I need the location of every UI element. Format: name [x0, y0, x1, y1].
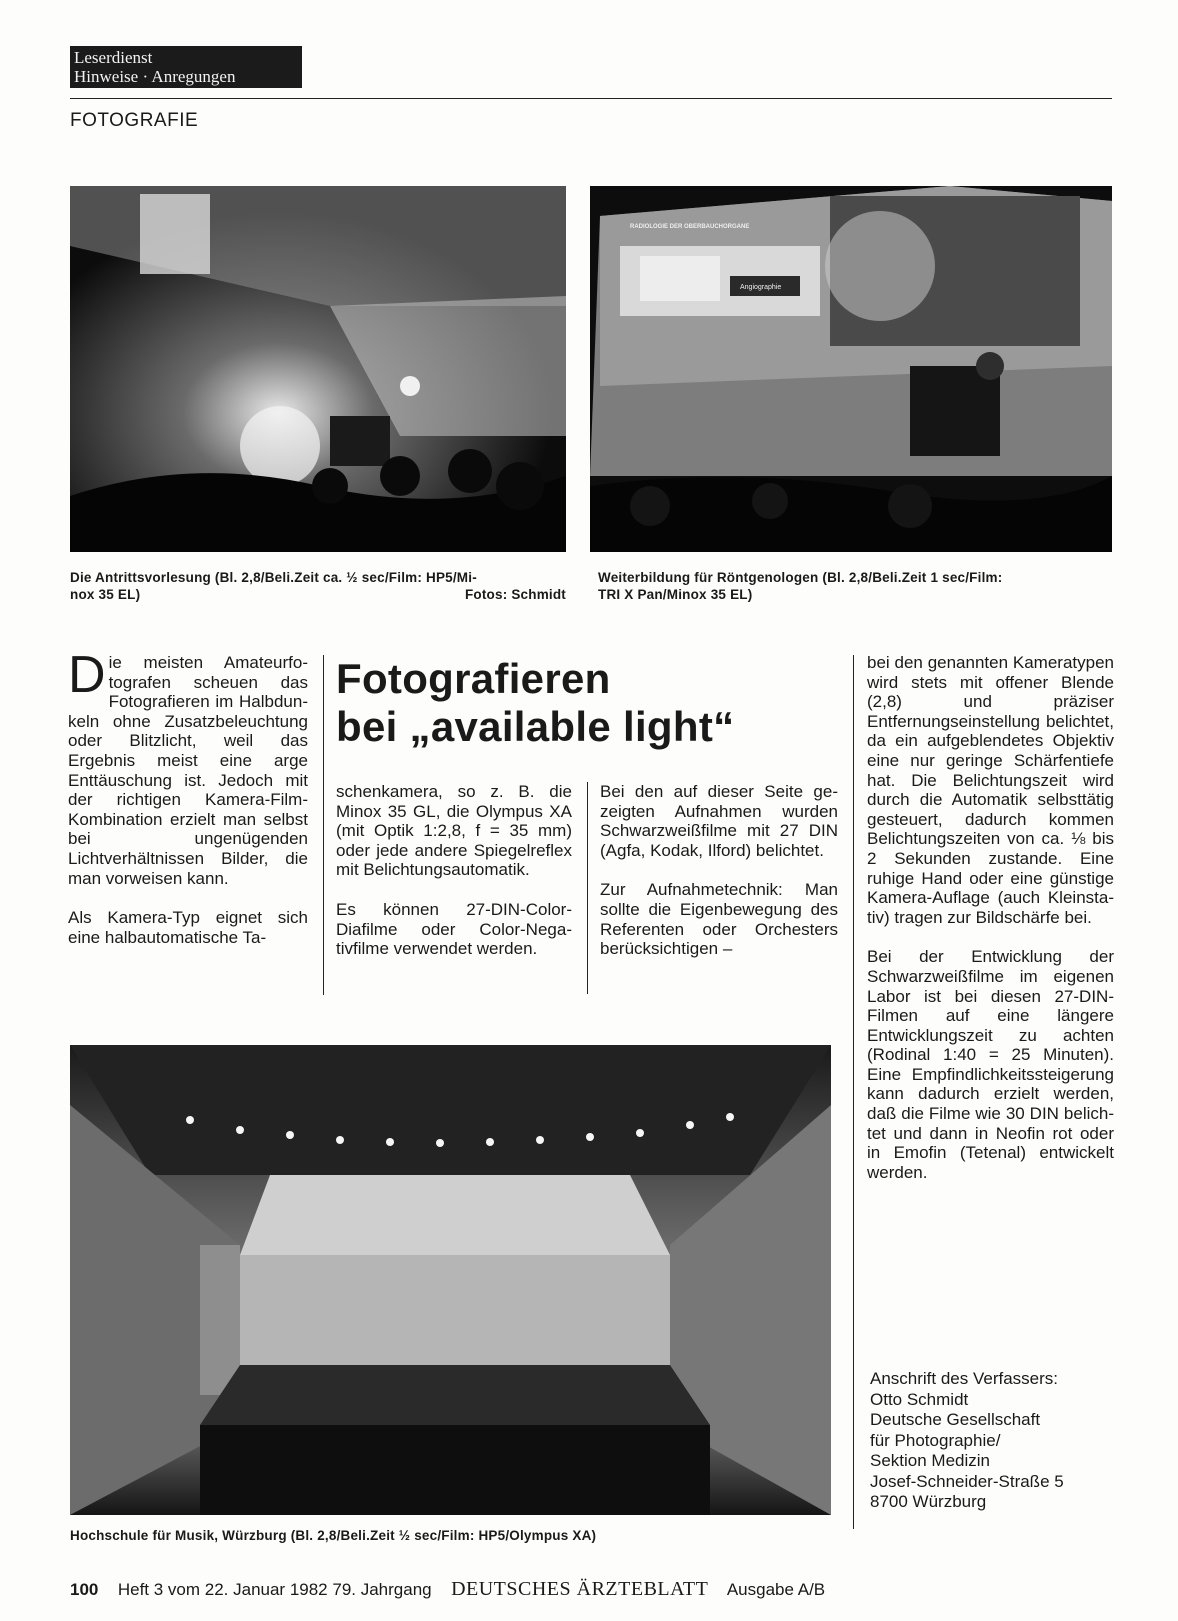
address-line: für Photographie/ [870, 1430, 1001, 1450]
issue-info: Heft 3 vom 22. Januar 1982 79. Jahrgang [117, 1580, 432, 1599]
photo-concert-hall [70, 1045, 831, 1515]
edition: Ausgabe A/B [726, 1580, 826, 1599]
journal-name: DEUTSCHES ÄRZTEBLATT [451, 1578, 709, 1600]
page-footer [70, 1578, 825, 1601]
column-4-paragraph-2: Bei der Entwicklung der Schwarzweißfilme im eigenen Labor ist bei diesen 27-DIN-Filmen auf eine längere Entwicklungszeit zu achten (Rodinal 1:40 = 25 Minuten). Eine Empfindlichkeitssteigerung kann dadurch erzielt werden, daß die Filme wie 30 DIN belichtet und dann in Neofin rot oder in Emofin (Tetenal) entwickelt werden. [867, 947, 1114, 1182]
address-line: Sektion Medizin [870, 1451, 991, 1470]
column-4-paragraph-1: bei den genannten Kameratypen wird stets mit offener Blende (2,8) und präziser Entfernungseinstellung belichtet, da ein aufgeblendetes Objektiv eine nur geringe Schärfentiefe hat. Die Belichtungszeit wird durch die Automatik selbsttätig gesteuert, dadurch kommen Belichtungszeiten von ca. ⅛ bis 2 Sekunden zustande. Eine ruhige Hand oder eine günstige Kamera-Auflage (auch Kleinstativ) tragen zur Bildschärfe bei. [867, 653, 1114, 927]
header-line-1: Leserdienst [74, 48, 153, 67]
column-header-box [70, 46, 302, 88]
caption-concert-hall: Hochschule für Musik, Würzburg (Bl. 2,8/Beli.Zeit ½ sec/Film: HP5/Olympus XA) [70, 1528, 597, 1543]
caption-lecture-line-1: Die Antrittsvorlesung (Bl. 2,8/Beli.Zeit ca. ½ sec/Film: HP5/Mi- [70, 570, 477, 585]
column-3-paragraph-1: Bei den auf dieser Seite gezeigten Aufnahmen wurden Schwarzweißfilme mit 27 DIN (Agfa, Kodak, Ilford) belichtet. [600, 782, 838, 860]
headline-line-1: Fotografieren [336, 655, 611, 702]
photo-radiology [590, 186, 1112, 552]
address-line: 8700 Würzburg [870, 1492, 987, 1511]
photo-lecture-image [70, 186, 566, 552]
article-column-1 [68, 646, 308, 967]
article-headline [336, 655, 734, 751]
column-3-paragraph-2: Zur Aufnahmetechnik: Man sollte die Eigenbewegung des Referenten oder Orchesters berücksichtigen – [600, 880, 838, 959]
column-2-paragraph-2: Es können 27-DIN-Color-Diafilme oder Color-Negativfilme verwendet werden. [336, 899, 572, 959]
column-divider-2 [587, 782, 588, 994]
headline-line-2: bei „available light“ [336, 703, 735, 750]
address-line: Anschrift des Verfassers: [870, 1369, 1059, 1388]
photo-radiology-image [590, 186, 1112, 552]
top-rule [70, 98, 1112, 99]
caption-radiology-line-2: TRI X Pan/Minox 35 EL) [598, 587, 753, 602]
photo-credit: Fotos: Schmidt [464, 587, 566, 602]
caption-lecture-line-2: nox 35 EL) [70, 587, 141, 602]
header-line-2: Hinweise · Anregungen [74, 67, 236, 86]
caption-radiology-line-1: Weiterbildung für Röntgenologen (Bl. 2,8/Beli.Zeit 1 sec/Film: [598, 570, 1003, 585]
slide-title: RADIOLOGIE DER OBERBAUCHORGANE [630, 224, 750, 230]
column-divider-3 [853, 655, 854, 1529]
column-2-paragraph-1: schenkamera, so z. B. die Minox 35 GL, die Olympus XA (mit Optik 1:2,8, f = 35 mm) oder jede andere Spiegelreflex mit Belichtungsautomatik. [336, 782, 572, 880]
author-address [870, 1369, 1064, 1513]
article-column-2 [336, 782, 572, 979]
address-line: Otto Schmidt [870, 1389, 969, 1409]
column-1-paragraph-2: Als Kamera-Typ eignet sich eine halbautomatische Ta- [68, 908, 308, 947]
column-1-paragraph-1: Die meisten Amateurfotografen scheuen das Fotografieren im Halbdunkeln ohne Zusatzbeleuchtung oder Blitzlicht, weil das Ergebnis meist eine arge Enttäuschung ist. Jedoch mit der richtigen Kamera-Film-Kombination erzielt man selbst bei ungenügenden Lichtverhältnissen Bilder, die man vorweisen kann. [68, 646, 308, 888]
photo-lecture [70, 186, 566, 552]
photo-concert-hall-image [70, 1045, 831, 1515]
caption-lecture [70, 569, 566, 603]
dropcap: D [68, 646, 106, 704]
section-title: FOTOGRAFIE [70, 110, 199, 131]
article-column-3 [600, 782, 838, 979]
caption-radiology [598, 569, 1112, 603]
address-line: Josef-Schneider-Straße 5 [870, 1471, 1064, 1491]
column-divider-1 [323, 655, 324, 995]
article-column-4 [867, 653, 1114, 1202]
slide-label: Angiographie [740, 284, 782, 291]
address-line: Deutsche Gesellschaft [870, 1410, 1041, 1429]
page-number: 100 [70, 1580, 99, 1599]
